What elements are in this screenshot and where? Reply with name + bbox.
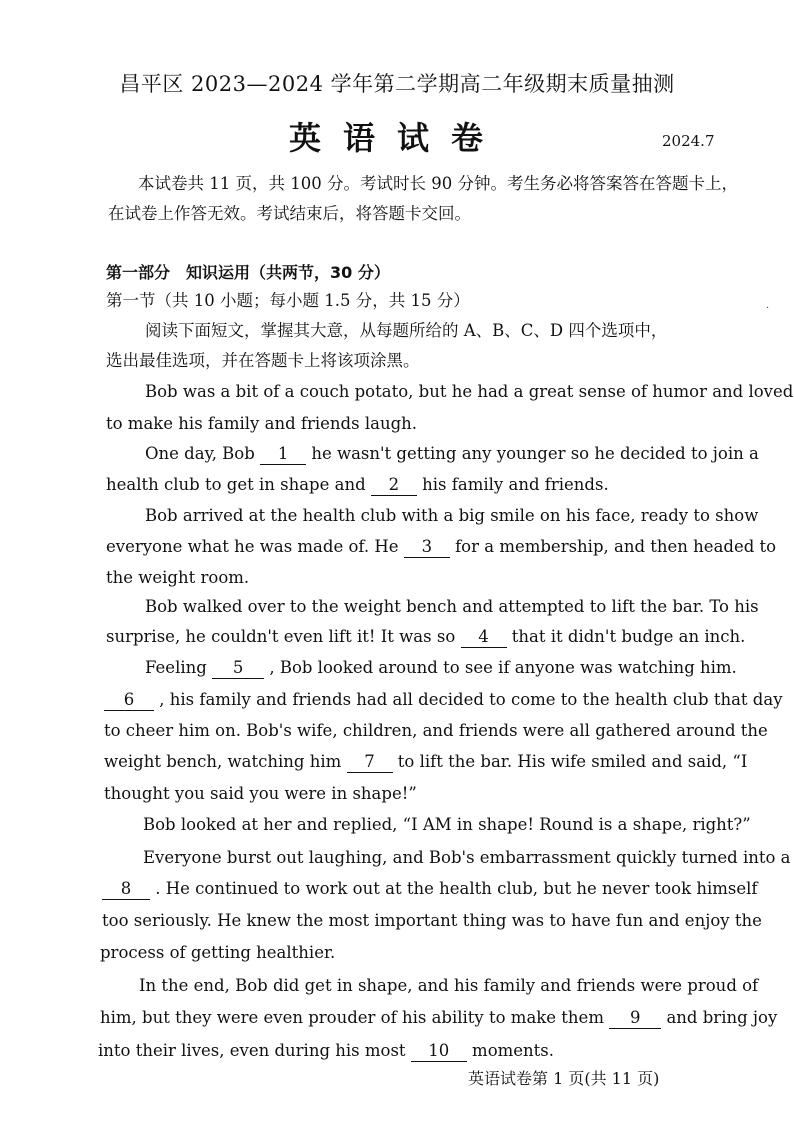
passage-text: into their lives, even during his most — [98, 1041, 406, 1060]
passage-line — [145, 657, 737, 679]
passage-line: Bob was a bit of a couch potato, but he had a great sense of humor and loved — [145, 382, 794, 401]
blank-2: 2 — [371, 475, 417, 496]
passage-line — [102, 878, 758, 900]
passage-line — [104, 751, 747, 773]
blank-7: 7 — [347, 752, 393, 773]
passage-text: him, but they were even prouder of his ability to make them — [100, 1008, 604, 1027]
passage-line: process of getting healthier. — [100, 943, 336, 962]
passage-line: too seriously. He knew the most important thing was to have fun and enjoy the — [102, 911, 762, 930]
passage-text: and bring joy — [666, 1008, 778, 1027]
passage-text: weight bench, watching him — [104, 752, 342, 771]
passage-text: to lift the bar. His wife smiled and said, “I — [397, 752, 748, 771]
passage-line: Bob looked at her and replied, “I AM in shape! Round is a shape, right?” — [143, 815, 751, 834]
instruction-line-2: 在试卷上作答无效。考试结束后，将答题卡交回。 — [108, 204, 471, 223]
passage-line — [145, 443, 759, 465]
part-heading: 第一部分 知识运用（共两节，30 分） — [106, 263, 390, 282]
passage-line: the weight room. — [106, 568, 250, 587]
passage-text: everyone what he was made of. He — [106, 537, 399, 556]
passage-text: for a membership, and then headed to — [455, 537, 777, 556]
passage-text: health club to get in shape and — [106, 475, 366, 494]
section-heading: 第一节（共 10 小题；每小题 1.5 分，共 15 分） — [106, 291, 470, 310]
blank-10: 10 — [411, 1041, 467, 1062]
blank-5: 5 — [212, 658, 264, 679]
passage-line — [98, 1040, 554, 1062]
blank-4: 4 — [461, 627, 507, 648]
passage-line — [104, 689, 783, 711]
passage-line — [100, 1007, 777, 1029]
passage-text: Feeling — [145, 658, 207, 677]
passage-text: . He continued to work out at the health club, but he never took himself — [155, 879, 758, 898]
passage-text: , his family and friends had all decided to come to the health club that day — [159, 690, 783, 709]
passage-text: , Bob looked around to see if anyone was watching him. — [269, 658, 737, 677]
passage-line — [106, 536, 776, 558]
exam-header: 昌平区 2023—2024 学年第二学期高二年级期末质量抽测 — [119, 72, 675, 96]
instruction-line-1: 本试卷共 11 页，共 100 分。考试时长 90 分钟。考生务必将答案答在答题卡上， — [138, 174, 738, 193]
passage-text: that it didn't budge an inch. — [511, 627, 746, 646]
passage-text: he wasn't getting any younger so he decided to join a — [311, 444, 759, 463]
exam-title: 英语试卷 — [288, 119, 505, 157]
passage-line: Bob walked over to the weight bench and attempted to lift the bar. To his — [145, 597, 759, 616]
passage-text: moments. — [472, 1041, 555, 1060]
passage-text: surprise, he couldn't even lift it! It was so — [106, 627, 456, 646]
blank-9: 9 — [609, 1008, 661, 1029]
exam-date: 2024.7 — [662, 132, 715, 150]
passage-line: In the end, Bob did get in shape, and his family and friends were proud of — [139, 976, 759, 995]
directions-line-2: 选出最佳选项，并在答题卡上将该项涂黑。 — [106, 351, 420, 370]
page-footer: 英语试卷第 1 页(共 11 页) — [468, 1069, 660, 1088]
passage-line — [106, 474, 609, 496]
blank-1: 1 — [260, 444, 306, 465]
blank-8: 8 — [102, 879, 150, 900]
passage-text: One day, Bob — [145, 444, 255, 463]
passage-line: Everyone burst out laughing, and Bob's embarrassment quickly turned into a — [143, 848, 791, 867]
blank-6: 6 — [104, 690, 154, 711]
passage-line: Bob arrived at the health club with a big smile on his face, ready to show — [145, 506, 759, 525]
passage-line — [106, 626, 745, 648]
scan-mark: · — [766, 303, 770, 314]
passage-line: to make his family and friends laugh. — [106, 414, 418, 433]
passage-text: his family and friends. — [422, 475, 609, 494]
directions-line-1: 阅读下面短文，掌握其大意，从每题所给的 A、B、C、D 四个选项中， — [145, 321, 668, 340]
passage-line: to cheer him on. Bob's wife, children, and friends were all gathered around the — [104, 721, 768, 740]
passage-line: thought you said you were in shape!” — [104, 784, 417, 803]
blank-3: 3 — [404, 537, 450, 558]
